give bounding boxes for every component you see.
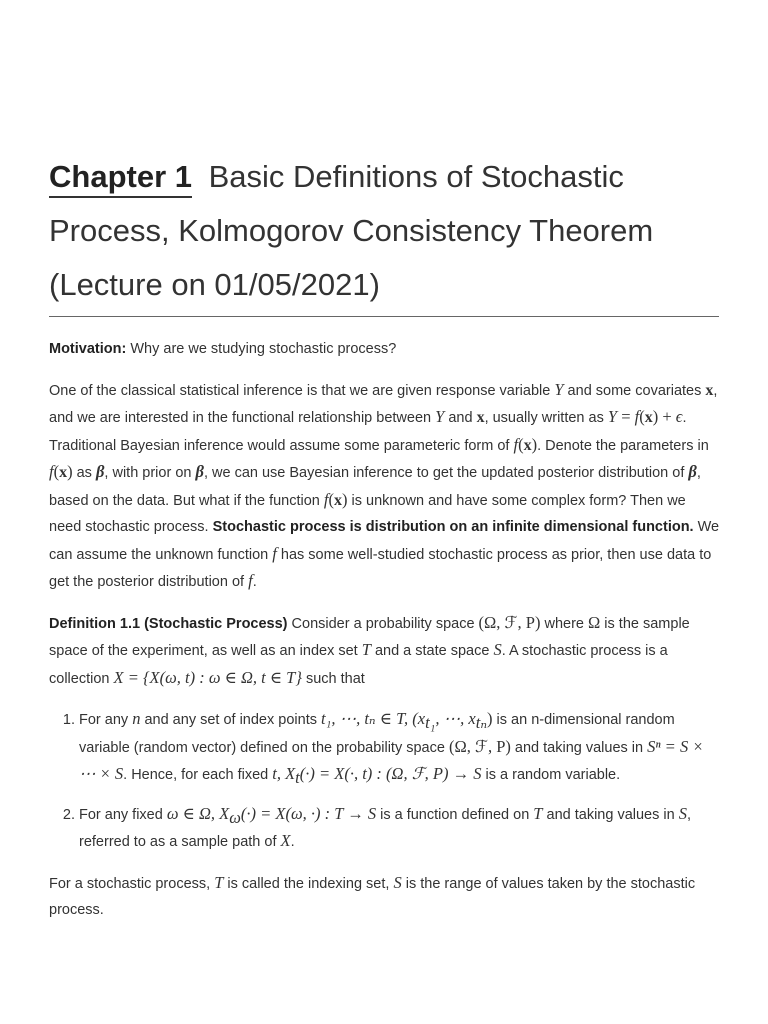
text-run: . A stochastic process is a collection	[49, 643, 668, 687]
intro-paragraph	[49, 377, 721, 596]
text-run: is unknown and have some complex form? Then we need stochastic process.	[49, 492, 686, 535]
math-dots: , ⋯, x	[435, 709, 476, 728]
text-run: and taking values in	[510, 739, 648, 756]
motivation-paragraph	[49, 336, 721, 363]
text-run: where	[540, 615, 589, 632]
math-state-power: Sⁿ = S × ⋯ × S	[79, 736, 704, 783]
math-S: S	[493, 640, 502, 659]
text-run: One of the classical statistical inference is that we are given response variable	[49, 382, 555, 399]
chapter-label: Chapter 1	[49, 159, 192, 198]
text-run: , with prior on	[104, 465, 196, 481]
text-run: .	[252, 574, 257, 590]
text-run: , we can use Bayesian inference to get the updated posterior distribution of	[203, 465, 689, 481]
text-run: as	[72, 465, 96, 481]
text-run: , based on the data. But what if the function	[49, 465, 701, 509]
text-run: is the range of values taken by the stochastic process.	[49, 875, 696, 918]
math-paren: ) +	[652, 407, 676, 426]
text-run: is a random variable.	[481, 767, 621, 783]
math-sub: t	[295, 767, 300, 787]
text-run: Consider a probability space	[287, 615, 479, 632]
text-run: is the sample space of the experiment, as well as an index set	[49, 615, 690, 659]
math-x: x	[644, 409, 653, 426]
math-paren: )	[487, 709, 493, 728]
math-fixed-t: t, X	[272, 764, 296, 783]
math-beta: β	[688, 462, 697, 481]
math-epsilon: ϵ	[675, 407, 683, 426]
text-run: , usually written as	[484, 410, 608, 426]
math-prob-space: (Ω, ℱ, P)	[448, 736, 511, 756]
math-paren: (	[328, 489, 334, 509]
text-run: . Traditional Bayesian inference would assume some parameteric form of	[49, 410, 687, 454]
text-run: For a stochastic process,	[49, 875, 215, 892]
math-Y: Y	[435, 407, 445, 426]
math-prob-space: (Ω, ℱ, P)	[478, 612, 541, 632]
math-paren: (	[53, 462, 60, 481]
definition-label: Definition 1.1 (Stochastic Process)	[49, 615, 288, 632]
list-item	[79, 801, 721, 856]
motivation-label: Motivation:	[49, 341, 127, 357]
math-sub: tₙ	[475, 712, 488, 732]
text-run: and	[444, 410, 477, 426]
math-paren: )	[531, 434, 538, 454]
math-map-to-S: (·) = X(ω, ·) : T → S	[240, 803, 377, 823]
math-sub: ω	[229, 807, 241, 827]
list-item	[79, 706, 721, 789]
text-run: . Denote the parameters in	[537, 437, 709, 454]
text-run: For any	[79, 712, 133, 728]
closing-paragraph	[49, 870, 721, 924]
chapter-heading	[49, 150, 719, 317]
math-omega: Ω	[588, 612, 601, 632]
text-run: is a function defined on	[376, 806, 534, 823]
text-run: , and we are interested in the functional relationship between	[49, 382, 718, 426]
text-run: and any set of index points	[140, 712, 322, 728]
text-run: For any fixed	[79, 806, 167, 823]
math-x: x	[705, 381, 714, 399]
math-x: x	[333, 491, 342, 509]
definition-list	[49, 706, 721, 856]
math-equals: =	[617, 407, 635, 426]
math-T: T	[214, 872, 224, 892]
chapter-title: Basic Definitions of Stochastic Process, Kolmogorov Consistency Theorem (Lecture on 01/05/2021)	[49, 159, 654, 302]
math-T: T	[361, 640, 371, 659]
motivation-text: Why are we studying stochastic process?	[126, 341, 397, 357]
math-mapping: (·) = X(·, t) : (Ω, ℱ, P) → S	[299, 764, 482, 783]
math-f: f	[248, 571, 253, 590]
math-beta: β	[195, 462, 204, 481]
text-run: is called the indexing set,	[223, 875, 394, 892]
text-run: such that	[301, 670, 365, 687]
article-body	[49, 336, 721, 938]
math-f: f	[323, 489, 329, 509]
definition-paragraph	[49, 610, 721, 693]
math-x: x	[523, 436, 532, 454]
text-run: and a state space	[370, 643, 494, 659]
math-paren: (	[639, 407, 645, 426]
math-Y: Y	[554, 379, 564, 399]
math-Y: Y	[607, 407, 618, 426]
text-run: , referred to as a sample path of	[79, 806, 691, 850]
math-sub: t₁	[425, 712, 436, 732]
text-run: is an n-dimensional random variable (random vector) defined on the probability space	[79, 712, 675, 756]
math-f: f	[272, 543, 277, 563]
math-f: f	[49, 462, 54, 481]
text-run: and taking values in	[542, 806, 679, 823]
text-run: . Hence, for each fixed	[123, 767, 273, 783]
key-statement: Stochastic process is distribution on an infinite dimensional function.	[212, 519, 694, 535]
math-f: f	[513, 434, 519, 454]
text-run: .	[290, 834, 295, 850]
math-S: S	[393, 872, 402, 892]
text-run: and some covariates	[563, 382, 706, 399]
math-S: S	[678, 803, 687, 823]
math-n: n	[132, 709, 141, 728]
math-paren: )	[67, 462, 73, 481]
math-f: f	[634, 407, 640, 426]
math-T: T	[533, 803, 543, 823]
math-paren: (	[518, 434, 524, 454]
math-index-points: t₁, ⋯, tₙ ∈ T, (x	[321, 709, 426, 728]
math-beta: β	[95, 462, 105, 481]
math-x: x	[59, 464, 68, 481]
text-run: We can assume the unknown function	[49, 519, 720, 563]
math-x: x	[476, 409, 485, 426]
math-paren: )	[341, 489, 348, 509]
text-run: has some well-studied stochastic process as prior, then use data to get the posterior distribution of	[49, 546, 712, 590]
math-X: X	[280, 831, 291, 850]
math-collection: X = {X(ω, t) : ω ∈ Ω, t ∈ T}	[113, 667, 302, 687]
math-omega-fixed: ω ∈ Ω, X	[166, 803, 230, 823]
